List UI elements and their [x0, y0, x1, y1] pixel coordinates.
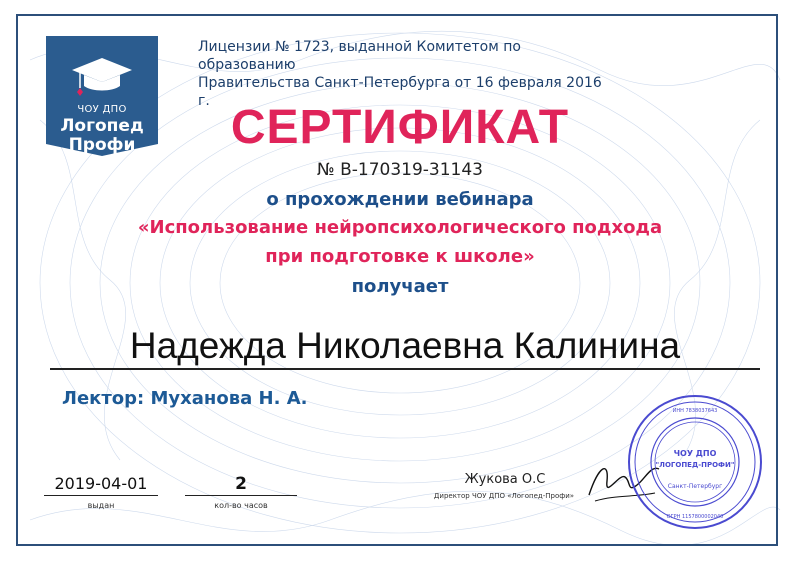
recipient-underline	[50, 368, 760, 370]
director-caption: Директор ЧОУ ДПО «Логопед-Профи»	[433, 492, 575, 500]
webinar-title-line1: «Использование нейропсихологического подхода	[137, 217, 663, 238]
receives-label: получает	[351, 276, 449, 297]
recipient-name: Надежда Николаевна Калинина	[129, 325, 681, 366]
webinar-intro: о прохождении вебинара	[266, 189, 534, 210]
director-name: Жукова О.С	[464, 472, 546, 487]
certificate-title: СЕРТИФИКАТ	[230, 101, 570, 154]
license-line2: Правительства Санкт-Петербурга от 16 февраля 2016 г.	[198, 75, 602, 109]
svg-text:ЧОУ ДПО: ЧОУ ДПО	[673, 449, 717, 458]
logo-text-line2: Профи	[68, 135, 136, 155]
webinar-title-line2: при подготовке к школе»	[265, 246, 535, 267]
license-line1: Лицензии № 1723, выданной Комитетом по образованию	[198, 39, 521, 73]
svg-text:ОГРН 1157800002040: ОГРН 1157800002040	[666, 514, 724, 520]
organization-seal	[620, 392, 770, 532]
hours-underline	[185, 495, 297, 496]
svg-text:Санкт-Петербург: Санкт-Петербург	[667, 483, 723, 490]
svg-text:ИНН 7838037643: ИНН 7838037643	[672, 408, 718, 414]
issue-date: 2019-04-01	[54, 474, 148, 493]
svg-text:"ЛОГОПЕД-ПРОФИ": "ЛОГОПЕД-ПРОФИ"	[655, 461, 735, 469]
hours-caption: кол-во часов	[214, 501, 268, 510]
issue-date-caption: выдан	[87, 501, 115, 510]
logo-caption: ЧОУ ДПО	[77, 104, 127, 115]
lecturer-name: Лектор: Муханова Н. А.	[62, 388, 308, 409]
issue-date-underline	[44, 495, 158, 496]
logo-text-line1: Логопед	[60, 116, 144, 136]
certificate-number: № В-170319-31143	[317, 160, 483, 180]
hours-count: 2	[235, 474, 247, 494]
